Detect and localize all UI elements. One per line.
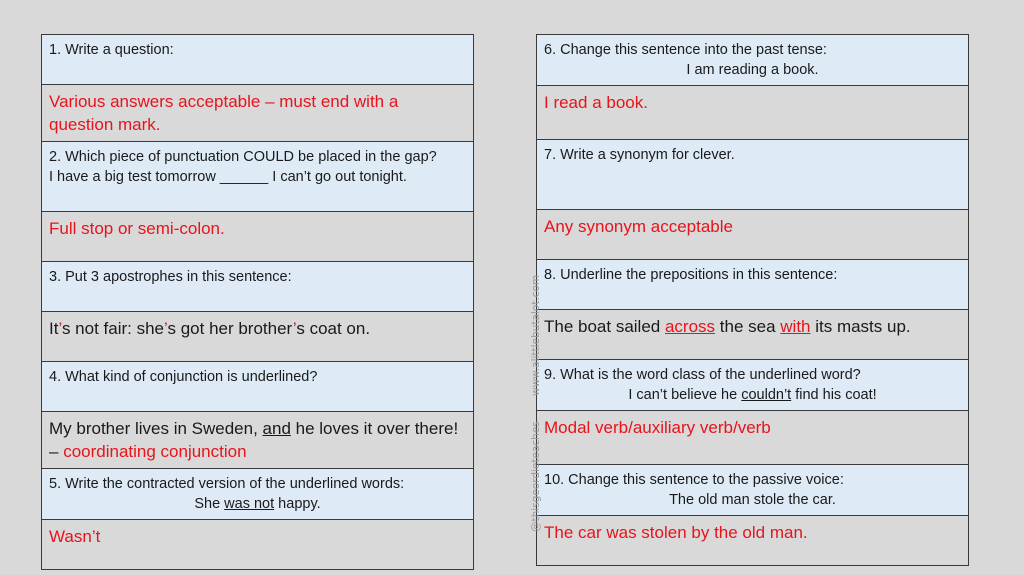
text-segment: Various answers acceptable – must end with a question mark. bbox=[49, 92, 399, 134]
answer-cell bbox=[42, 85, 474, 142]
text-segment: and bbox=[262, 419, 291, 438]
text-segment: I can’t believe he bbox=[628, 387, 742, 403]
question-cell bbox=[537, 260, 969, 310]
answer-text bbox=[49, 525, 466, 548]
text-segment: Any synonym acceptable bbox=[544, 217, 733, 236]
answer-text bbox=[49, 417, 466, 463]
answer-text bbox=[49, 317, 466, 340]
text-segment: I am reading a book. bbox=[686, 62, 819, 78]
question-text: 1. Write a question: bbox=[49, 42, 174, 58]
text-segment: was not bbox=[224, 496, 275, 512]
question-text: 9. What is the word class of the underlined word? bbox=[544, 367, 861, 383]
answer-cell bbox=[537, 310, 969, 360]
text-segment: s coat on. bbox=[296, 319, 371, 338]
text-segment: Wasn’t bbox=[49, 527, 101, 546]
text-segment: with bbox=[780, 317, 811, 336]
question-cell bbox=[537, 140, 969, 210]
question-cell bbox=[42, 469, 474, 520]
left-quiz-table bbox=[41, 34, 474, 570]
question-text: 7. Write a synonym for clever. bbox=[544, 147, 735, 163]
question-cell bbox=[537, 35, 969, 86]
text-segment: coordinating conjunction bbox=[63, 442, 247, 461]
watermark-handle: @thisgeordieteaches bbox=[530, 421, 542, 532]
question-cell bbox=[42, 142, 474, 212]
question-sentence bbox=[544, 60, 961, 80]
answer-cell bbox=[42, 312, 474, 362]
answer-cell bbox=[42, 212, 474, 262]
watermark-website: www.alittlebutalot.com bbox=[530, 274, 542, 396]
answer-text bbox=[544, 215, 961, 238]
answer-text bbox=[544, 315, 961, 338]
text-segment: he loves it over there! – bbox=[49, 419, 459, 461]
answer-cell bbox=[537, 516, 969, 566]
text-segment: She bbox=[194, 496, 225, 512]
text-segment: Full stop or semi-colon. bbox=[49, 219, 225, 238]
answer-text bbox=[49, 90, 466, 136]
text-segment: s not fair: she bbox=[61, 319, 164, 338]
answer-text bbox=[544, 521, 961, 544]
question-cell bbox=[537, 360, 969, 411]
text-segment: couldn’t bbox=[741, 387, 792, 403]
text-segment: s got her brother bbox=[167, 319, 293, 338]
text-segment: 5. Write the contracted version of the underlined words: bbox=[49, 476, 405, 492]
answer-text bbox=[544, 416, 961, 439]
text-segment: the sea bbox=[715, 317, 781, 336]
question-cell bbox=[42, 262, 474, 312]
question-text: 6. Change this sentence into the past tense: bbox=[544, 42, 827, 58]
question-sentence bbox=[544, 385, 961, 405]
text-segment: My brother lives in Sweden, bbox=[49, 419, 263, 438]
answer-cell bbox=[537, 86, 969, 140]
text-segment: The car was stolen by the old man. bbox=[544, 523, 808, 542]
text-segment: find his coat! bbox=[791, 387, 877, 403]
question-sentence bbox=[49, 494, 466, 514]
question-text: 10. Change this sentence to the passive voice: bbox=[544, 472, 844, 488]
text-segment: The boat sailed bbox=[544, 317, 665, 336]
text-segment: ’ bbox=[58, 319, 62, 338]
question-cell bbox=[42, 362, 474, 412]
answer-cell bbox=[537, 210, 969, 260]
answer-cell bbox=[537, 411, 969, 465]
text-segment: I read a book. bbox=[544, 93, 648, 112]
text-segment: It bbox=[49, 319, 59, 338]
answer-cell bbox=[42, 412, 474, 469]
text-segment: happy. bbox=[274, 496, 321, 512]
answer-text bbox=[49, 217, 466, 240]
text-segment: Modal verb/auxiliary verb/verb bbox=[544, 418, 771, 437]
question-text: 3. Put 3 apostrophes in this sentence: bbox=[49, 269, 292, 285]
text-segment: The old man stole the car. bbox=[669, 492, 836, 508]
question-text bbox=[49, 474, 466, 494]
question-text: I have a big test tomorrow ______ I can’t go out tonight. bbox=[49, 169, 407, 185]
question-sentence bbox=[544, 490, 961, 510]
text-segment: ’ bbox=[164, 319, 168, 338]
question-cell bbox=[537, 465, 969, 516]
text-segment: across bbox=[664, 317, 716, 336]
right-quiz-table bbox=[536, 34, 969, 566]
question-cell bbox=[42, 35, 474, 85]
answer-text bbox=[544, 91, 961, 114]
question-text: 8. Underline the prepositions in this sentence: bbox=[544, 267, 838, 283]
question-text: 4. What kind of conjunction is underlined? bbox=[49, 369, 318, 385]
text-segment: its masts up. bbox=[810, 317, 911, 336]
text-segment: ’ bbox=[292, 319, 297, 338]
answer-cell bbox=[42, 520, 474, 570]
question-text: 2. Which piece of punctuation COULD be placed in the gap? bbox=[49, 149, 437, 165]
